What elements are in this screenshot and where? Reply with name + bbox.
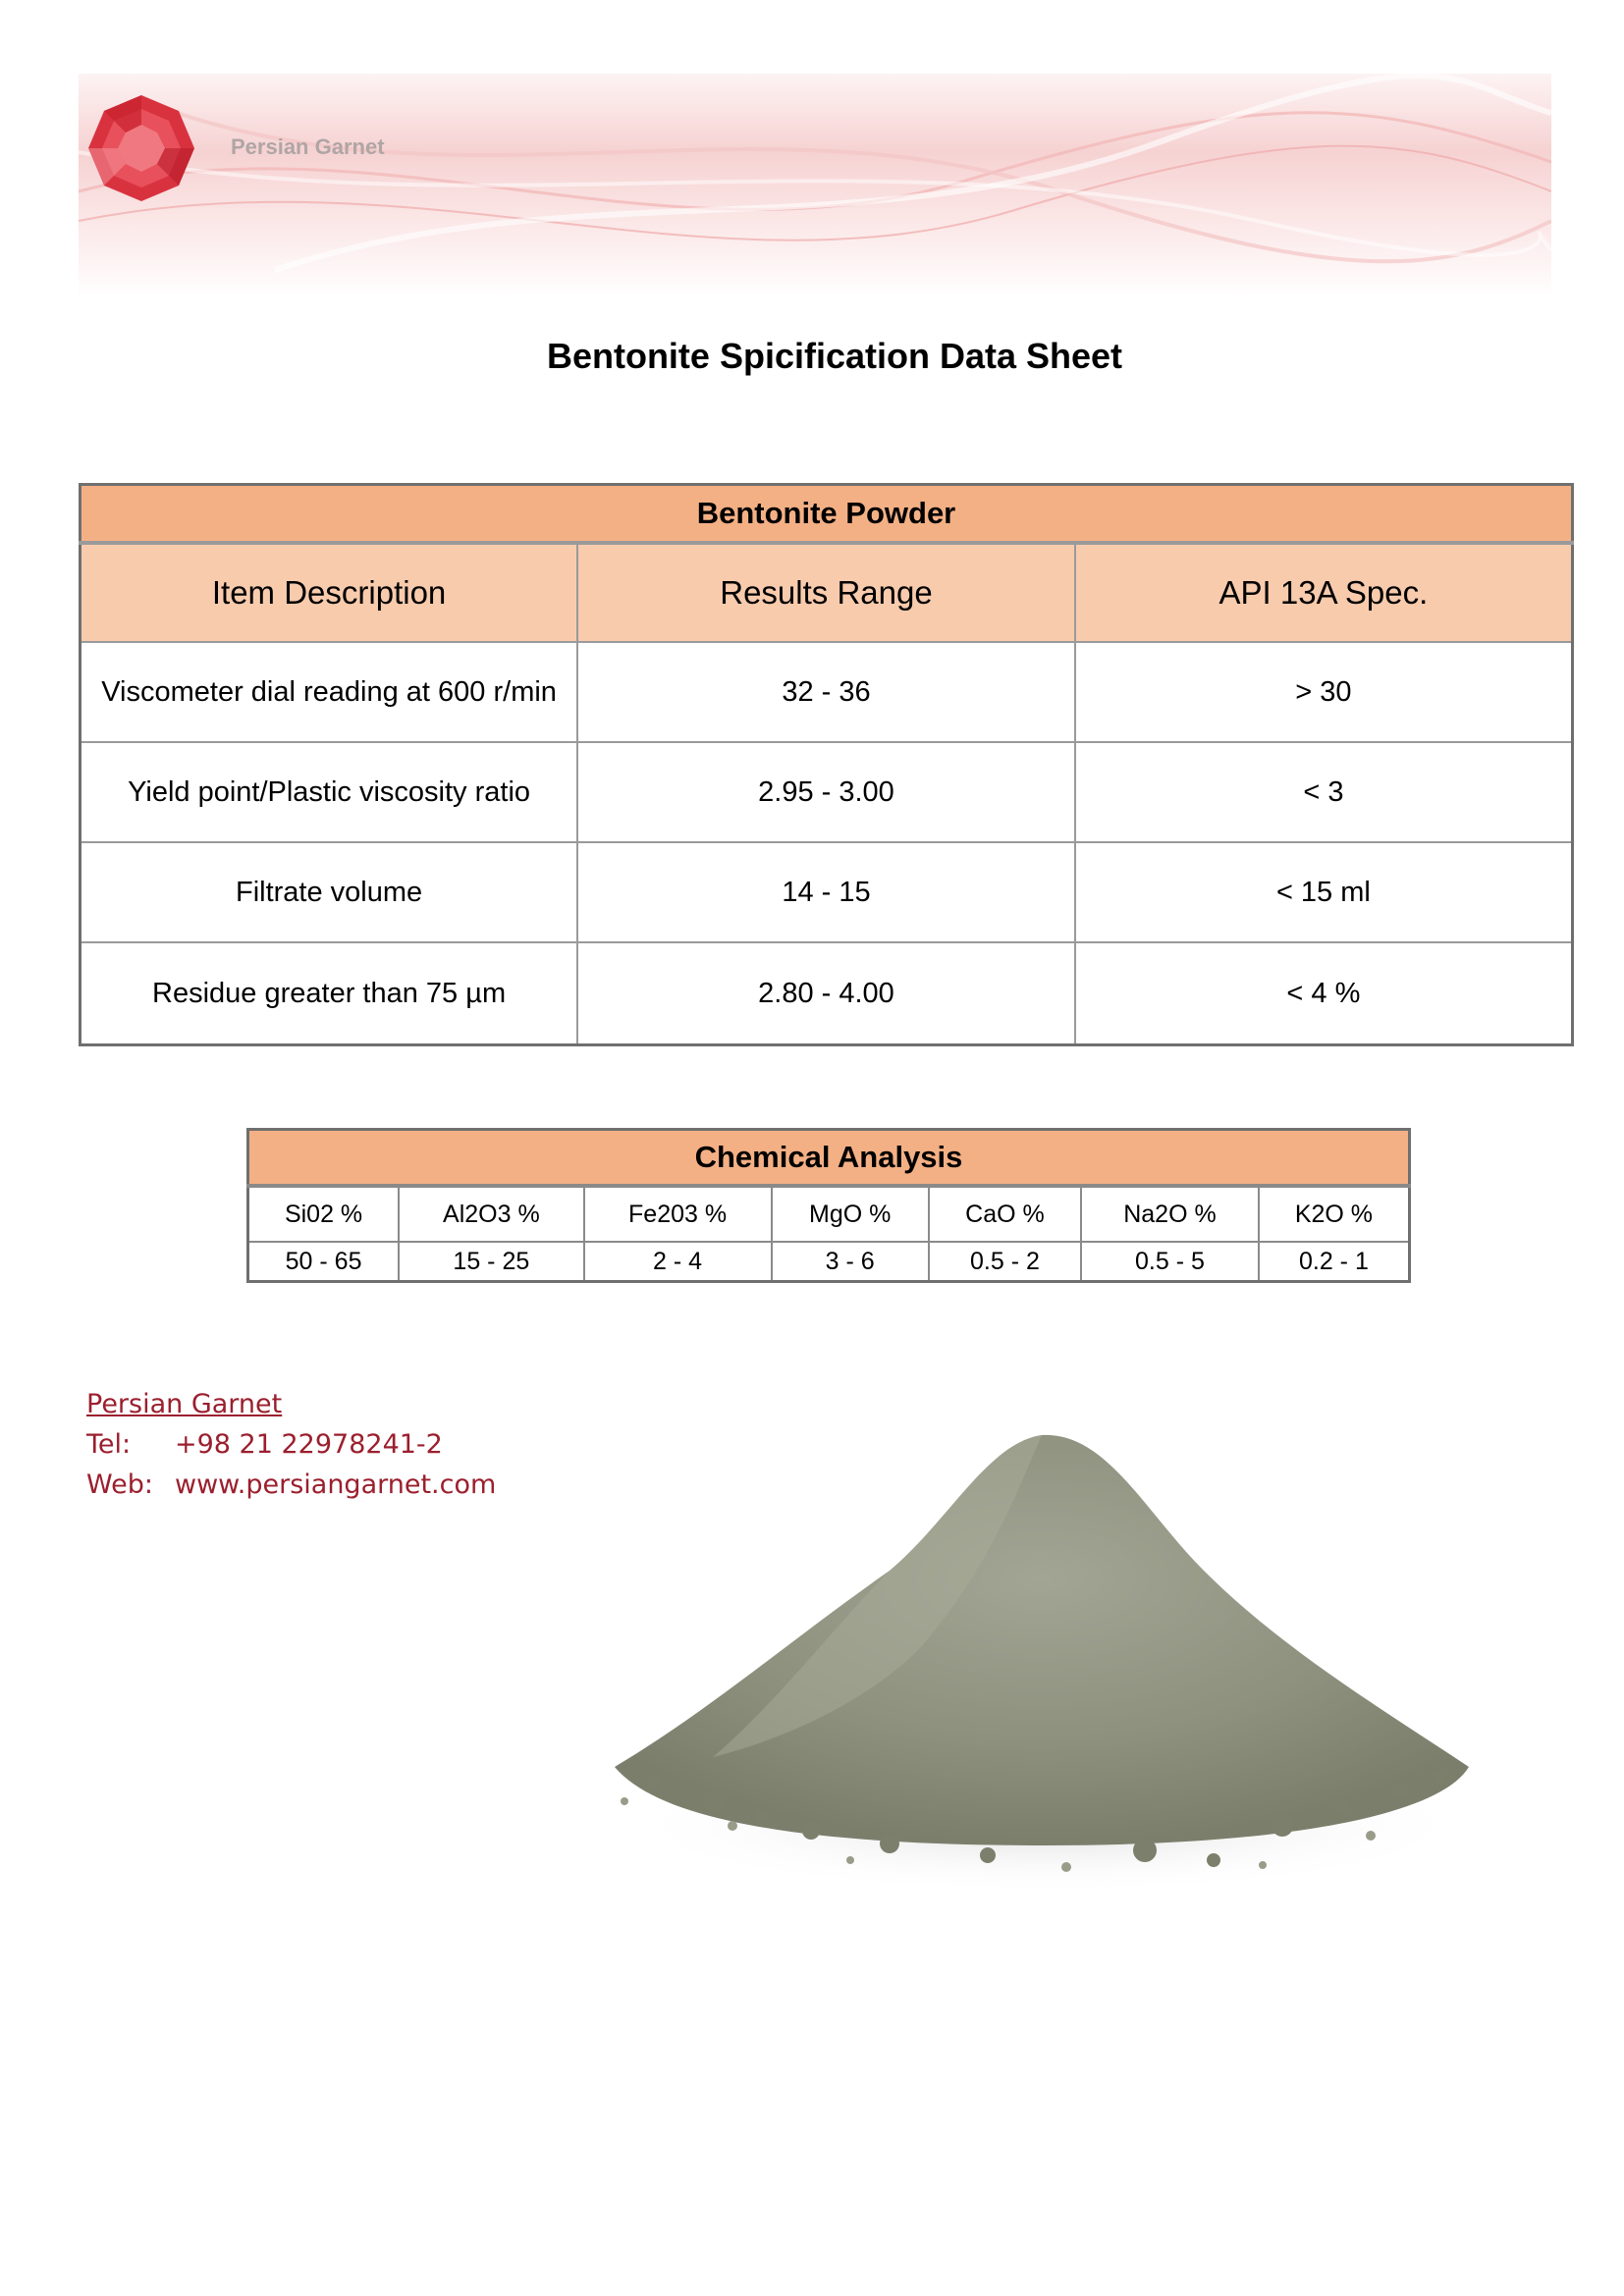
- table-row: [81, 742, 1573, 842]
- website-link[interactable]: www.persiangarnet.com: [175, 1469, 497, 1500]
- table-cell: 3 - 6: [772, 1242, 929, 1282]
- column-header: Al2O3 %: [399, 1186, 583, 1242]
- column-header: Si02 %: [248, 1186, 400, 1242]
- table-cell: 2.80 - 4.00: [577, 942, 1075, 1045]
- table-cell: 32 - 36: [577, 642, 1075, 742]
- table-cell: 0.5 - 5: [1081, 1242, 1259, 1282]
- table-cell: > 30: [1075, 642, 1573, 742]
- table-cell: < 3: [1075, 742, 1573, 842]
- table-cell: 15 - 25: [399, 1242, 583, 1282]
- table-row: [248, 1242, 1410, 1282]
- bentonite-powder-image: [595, 1414, 1475, 1895]
- web-line: [86, 1465, 496, 1505]
- table-cell: 14 - 15: [577, 842, 1075, 942]
- header-banner: [79, 74, 1551, 297]
- column-header: K2O %: [1259, 1186, 1410, 1242]
- table-cell: Residue greater than 75 µm: [81, 942, 578, 1045]
- table-cell: 50 - 65: [248, 1242, 400, 1282]
- table-cell: < 15 ml: [1075, 842, 1573, 942]
- phone-line: [86, 1424, 496, 1465]
- column-header: CaO %: [929, 1186, 1081, 1242]
- table-cell: 0.2 - 1: [1259, 1242, 1410, 1282]
- column-header: Fe203 %: [584, 1186, 772, 1242]
- column-header: Item Description: [81, 543, 578, 642]
- spec-table-caption: Bentonite Powder: [81, 485, 1573, 544]
- column-header: Results Range: [577, 543, 1075, 642]
- table-row: [81, 942, 1573, 1045]
- spec-table: [79, 483, 1574, 1046]
- table-cell: Viscometer dial reading at 600 r/min: [81, 642, 578, 742]
- phone-number: +98 21 22978241-2: [175, 1429, 443, 1460]
- brand-name: Persian Garnet: [231, 134, 385, 159]
- table-cell: 2.95 - 3.00: [577, 742, 1075, 842]
- company-name: Persian Garnet: [86, 1389, 283, 1419]
- column-header: MgO %: [772, 1186, 929, 1242]
- column-header: Na2O %: [1081, 1186, 1259, 1242]
- chem-table-caption: Chemical Analysis: [248, 1130, 1410, 1187]
- garnet-gem-icon: [86, 93, 196, 203]
- table-cell: 2 - 4: [584, 1242, 772, 1282]
- table-cell: < 4 %: [1075, 942, 1573, 1045]
- table-row: [81, 642, 1573, 742]
- banner-waves: [79, 74, 1551, 297]
- table-cell: Yield point/Plastic viscosity ratio: [81, 742, 578, 842]
- table-cell: Filtrate volume: [81, 842, 578, 942]
- column-header: API 13A Spec.: [1075, 543, 1573, 642]
- web-label: Web:: [86, 1469, 153, 1500]
- contact-block: [86, 1384, 496, 1505]
- table-cell: 0.5 - 2: [929, 1242, 1081, 1282]
- phone-label: Tel:: [86, 1429, 132, 1460]
- chemical-analysis-table: [246, 1128, 1411, 1283]
- page-title: Bentonite Spicification Data Sheet: [546, 336, 1123, 376]
- table-row: [81, 842, 1573, 942]
